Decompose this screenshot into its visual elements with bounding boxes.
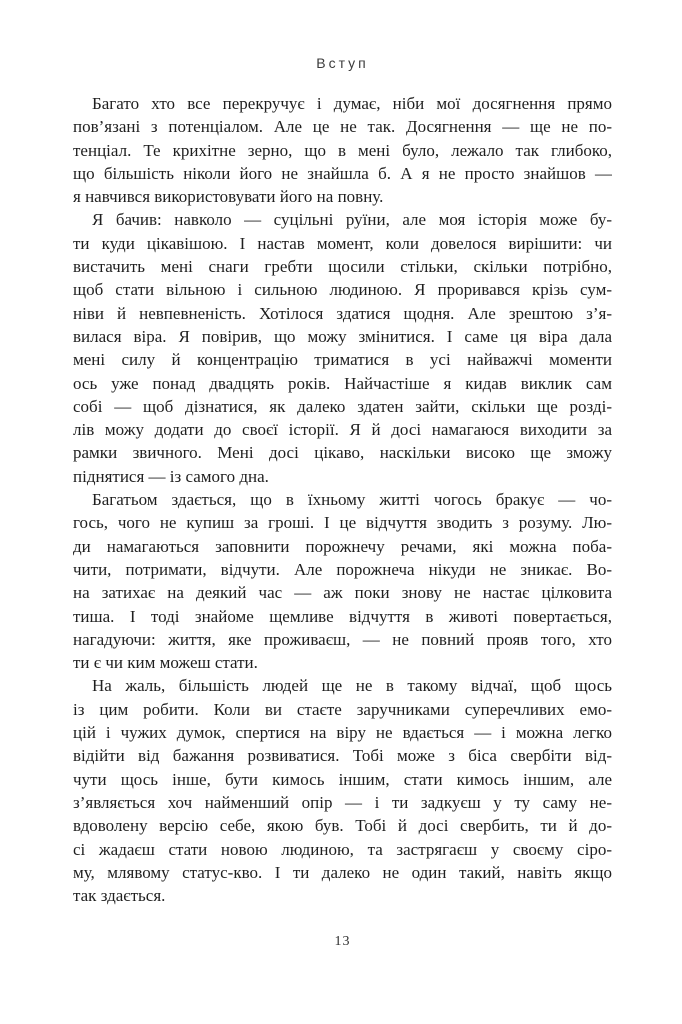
text-line: Багато хто все перекручує і думає, ніби мої досягнення прямо <box>92 94 612 113</box>
text-line: ніви й невпевненість. Хотілося здатися щодня. Але зрештою з’я- <box>73 303 612 323</box>
text-line: тиша. І тоді знайоме щемливе відчуття в животі повертається, <box>73 606 612 626</box>
page-number: 13 <box>334 934 351 950</box>
text-line: чити, потримати, відчути. Але порожнеча нікуди не зникає. Во- <box>73 559 612 579</box>
text-line: ти є чи ким можеш стати. <box>73 653 258 673</box>
text-line: вистачить мені снаги гребти щосили стільки, скільки потрібно, <box>73 257 612 277</box>
text-line: цій і чужих думок, спертися на віру не вдається — і можна легко <box>73 723 612 743</box>
text-line: Я бачив: навколо — суцільні руїни, але моя історія може бу- <box>92 210 612 230</box>
text-line: я навчився використовувати його на повну. <box>73 187 384 207</box>
chapter-title: Вступ <box>316 55 369 71</box>
text-line: рамки звичного. Мені досі цікаво, наскільки високо ще зможу <box>73 443 612 463</box>
text-line: сі жадаєш стати новою людиною, та застрягаєш у своєму сіро- <box>73 839 612 859</box>
text-line: На жаль, більшість людей ще не в такому відчаї, щоб щось <box>92 676 612 696</box>
text-line: вдоволену версію себе, якою був. Тобі й досі свербить, ти й до- <box>73 816 612 836</box>
text-line: піднятися — із самого дна. <box>73 466 269 486</box>
paragraph <box>73 488 612 674</box>
text-line: ди намагаються заповнити порожнечу речами, які можна поба- <box>73 536 612 556</box>
text-line: му, млявому статус-кво. І ти далеко не один такий, навіть якщо <box>73 862 612 882</box>
text-line: відійти від бажання розвиватися. Тобі може з біса свербіти від- <box>73 746 612 766</box>
text-line: лів можу додати до своєї історії. Я й досі намагаюся виходити за <box>73 420 612 440</box>
text-line: Багатьом здається, що в їхньому житті чогось бракує — чо- <box>92 490 612 510</box>
text-line: ти куди цікавішою. І настав момент, коли довелося вирішити: чи <box>73 233 612 253</box>
text-line: вилася віра. Я повірив, що можу змінитися. І саме ця віра дала <box>73 326 612 346</box>
text-line: гось, чого не купиш за гроші. І це відчуття зводить з розуму. Лю- <box>73 513 612 533</box>
text-line: чути щось інше, бути кимось іншим, стати кимось іншим, але <box>73 769 612 789</box>
paragraph <box>73 674 612 907</box>
text-line: на затихає на деякий час — аж поки знову не настає цілковита <box>73 583 612 603</box>
paragraph <box>73 208 612 488</box>
text-line: що більшість ніколи його не знайшла б. А я не просто знайшов — <box>73 163 612 183</box>
text-line: із цим робити. Коли ви стаєте заручниками суперечливих емо- <box>73 699 612 719</box>
body-text <box>73 92 612 907</box>
text-line: тенціал. Те крихітне зерно, що в мені було, лежало так глибоко, <box>73 140 612 160</box>
text-line: з’являється хоч найменший опір — і ти задкуєш у ту саму не- <box>73 792 612 812</box>
text-line: мені силу й концентрацію триматися в усі найважчі моменти <box>73 350 612 370</box>
text-line: нагадуючи: життя, яке проживаєш, — не повний прояв того, хто <box>73 629 612 649</box>
paragraph <box>73 92 612 208</box>
text-line: щоб стати вільною і сильною людиною. Я проривався крізь сум- <box>73 280 612 300</box>
text-line: ось уже понад двадцять років. Найчастіше я кидав виклик сам <box>73 373 612 393</box>
text-line: собі — щоб дізнатися, як далеко здатен зайти, скільки ще розді- <box>73 396 612 416</box>
text-line: так здається. <box>73 886 166 906</box>
text-line: пов’язані з потенціалом. Але це не так. Досягнення — ще не по- <box>73 117 612 137</box>
